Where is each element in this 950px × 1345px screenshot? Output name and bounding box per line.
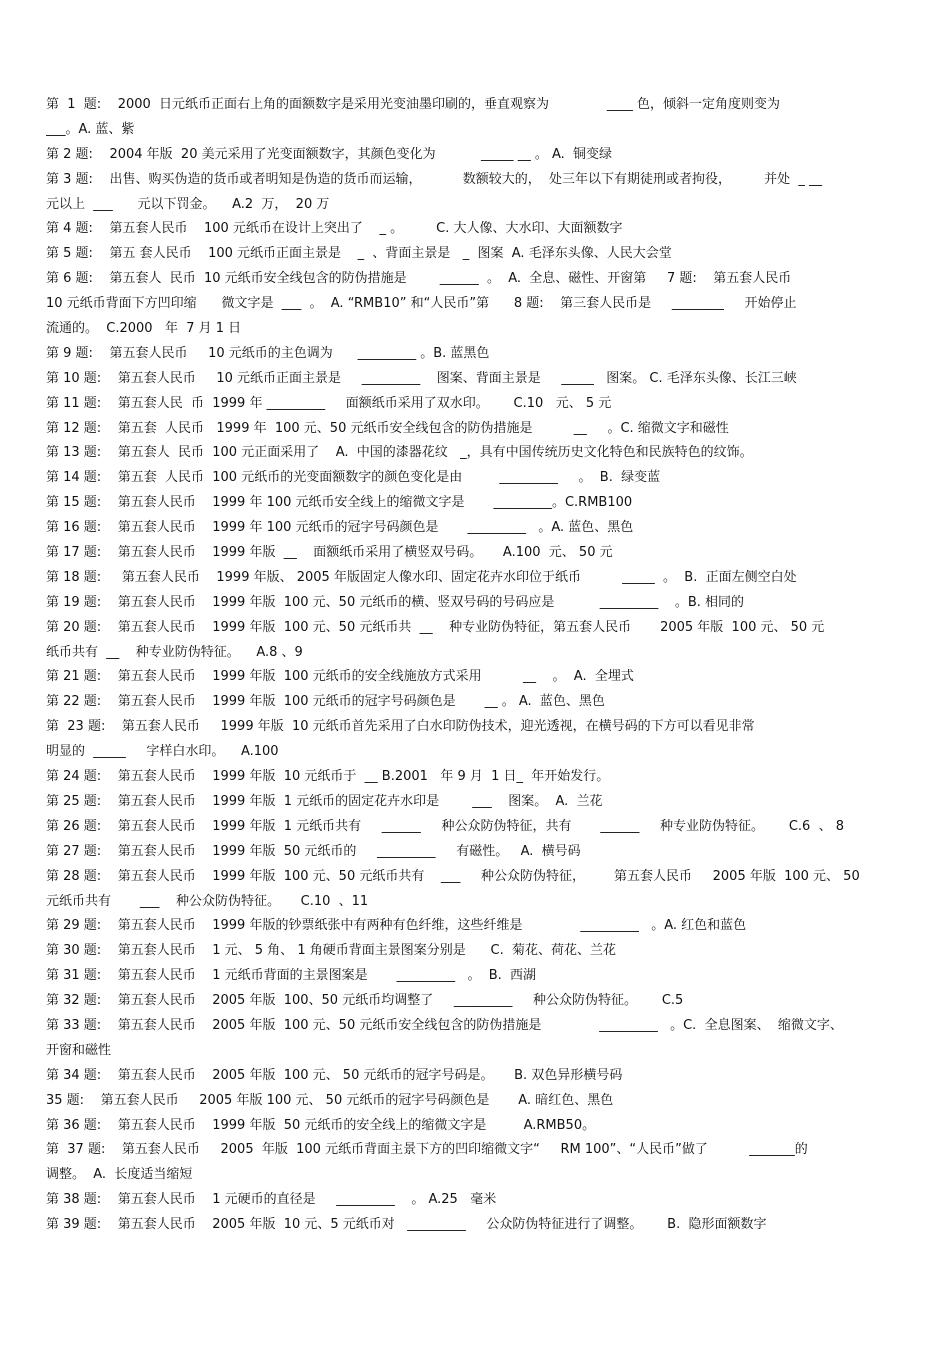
text-line: 纸币共有 __ 种专业防伪特征。 A.8 、9 [46,644,303,660]
text-line: 第 4 题: 第五套人民币 100 元纸币在设计上突出了 _ 。 C. 大人像、大水印、大面额数字 [46,221,623,237]
text-line: 10 元纸币背面下方凹印缩 微文字是 ___ 。 A. “RMB10” 和“人民币”第 8 题: 第三套人民币是 ________ 开始停止 [46,296,797,312]
text-line: 第 34 题: 第五套人民币 2005 年版 100 元、 50 元纸币的冠字号码是。 B. 双色异形横号码 [46,1067,623,1083]
text-line: 第 36 题: 第五套人民币 1999 年版 50 元纸币的安全线上的缩微文字是 A.RMB50。 [46,1117,596,1133]
text-line: 第 12 题: 第五套 人民币 1999 年 100 元、50 元纸币安全线包含的防伪措施是 __ 。C. 缩微文字和磁性 [46,420,729,436]
text-line: 第 14 题: 第五套 人民币 100 元纸币的光变面额数字的颜色变化是由 _________ 。 B. 绿变蓝 [46,470,661,486]
document-body [46,93,912,1238]
text-line: 第 2 题: 2004 年版 20 美元采用了光变面额数字，其颜色变化为 _____ __ 。 A. 铜变绿 [46,146,613,162]
text-line: 第 33 题: 第五套人民币 2005 年版 100 元、50 元纸币安全线包含的防伪措施是 _________ 。C. 全息图案、 缩微文字、 [46,1017,843,1033]
text-line: 第 25 题: 第五套人民币 1999 年版 1 元纸币的固定花卉水印是 ___ 图案。 A. 兰花 [46,793,603,809]
text-line: 第 11 题: 第五套人民 币 1999 年 _________ 面额纸币采用了双水印。 C.10 元、 5 元 [46,395,612,411]
text-line: 第 37 题: 第五套人民币 2005 年版 100 元纸币背面主景下方的凹印缩微文字“ RM 100”、“人民币”做了 _______的 [46,1142,808,1158]
text-line: 第 19 题: 第五套人民币 1999 年版 100 元、50 元纸币的横、竖双号码的号码应是 _________ 。B. 相同的 [46,594,745,610]
text-line: 元纸币共有 ___ 种公众防伪特征。 C.10 、11 [46,893,369,909]
text-line: 第 3 题: 出售、购买伪造的货币或者明知是伪造的货币而运输， 数额较大的， 处三年以下有期徒刑或者拘役， 并处 _ __ [46,171,822,187]
text-line: 第 21 题: 第五套人民币 1999 年版 100 元纸币的安全线施放方式采用 __ 。 A. 全埋式 [46,669,634,685]
text-line: 第 26 题: 第五套人民币 1999 年版 1 元纸币共有 ______ 种公众防伪特征，共有 ______ 种专业防伪特征。 C.6 、 8 [46,818,844,834]
text-line: ___。A. 蓝、紫 [46,121,135,137]
text-line: 第 1 题: 2000 日元纸币正面右上角的面额数字是采用光变油墨印刷的，垂直观察为 ____ 色，倾斜一定角度则变为 [46,97,781,112]
text-line: 第 17 题: 第五套人民币 1999 年版 __ 面额纸币采用了横竖双号码。 A.100 元、 50 元 [46,545,613,561]
text-line: 第 9 题: 第五套人民币 10 元纸币的主色调为 _________ 。B. 蓝黑色 [46,345,490,361]
text-line: 第 20 题: 第五套人民币 1999 年版 100 元、50 元纸币共 __ 种专业防伪特征，第五套人民币 2005 年版 100 元、 50 元 [46,619,825,635]
text-line: 第 32 题: 第五套人民币 2005 年版 100、50 元纸币均调整了 _________ 种公众防伪特征。 C.5 [46,993,684,1009]
text-line: 第 38 题: 第五套人民币 1 元硬币的直径是 _________ 。 A.25 毫米 [46,1192,497,1208]
text-line: 元以上 ___ 元以下罚金。 A.2 万， 20 万 [46,196,330,212]
text-line: 第 15 题: 第五套人民币 1999 年 100 元纸币安全线上的缩微文字是 _________。C.RMB100 [46,495,633,511]
text-line: 第 24 题: 第五套人民币 1999 年版 10 元纸币于 __ B.2001 年 9 月 1 日_ 年开始发行。 [46,769,610,785]
text-line: 第 18 题: 第五套人民币 1999 年版、 2005 年版固定人像水印、固定花卉水印位于纸币 _____ 。 B. 正面左侧空白处 [46,569,797,585]
text-line: 第 31 题: 第五套人民币 1 元纸币背面的主景图案是 _________ 。 B. 西湖 [46,968,537,984]
text-line: 第 16 题: 第五套人民币 1999 年 100 元纸币的冠字号码颜色是 _________ 。A. 蓝色、黑色 [46,520,634,536]
text-line: 第 6 题: 第五套人 民币 10 元纸币安全线包含的防伪措施是 ______ 。 A. 全息、磁性、开窗第 7 题: 第五套人民币 [46,271,792,287]
text-line: 第 10 题: 第五套人民币 10 元纸币正面主景是 _________ 图案、背面主景是 _____ 图案。 C. 毛泽东头像、长江三峡 [46,370,797,386]
text-line: 调整。 A. 长度适当缩短 [46,1167,193,1183]
text-line: 第 39 题: 第五套人民币 2005 年版 10 元、5 元纸币对 _________ 公众防伪特征进行了调整。 B. 隐形面额数字 [46,1217,767,1233]
text-line: 第 5 题: 第五 套人民币 100 元纸币正面主景是 _ 、背面主景是 _ 图案 A. 毛泽东头像、人民大会堂 [46,246,672,262]
text-line: 35 题: 第五套人民币 2005 年版 100 元、 50 元纸币的冠字号码颜色是 A. 暗红色、黑色 [46,1092,614,1108]
text-line: 第 13 题: 第五套人 民币 100 元正面采用了 A. 中国的漆器花纹 _，具有中国传统历史文化特色和民族特色的纹饰。 [46,445,753,461]
text-line: 第 29 题: 第五套人民币 1999 年版的钞票纸张中有两种有色纤维，这些纤维是 _________ 。A. 红色和蓝色 [46,918,747,934]
text-line: 明显的 _____ 字样白水印。 A.100 [46,744,279,760]
text-line: 第 30 题: 第五套人民币 1 元、 5 角、 1 角硬币背面主景图案分别是 C. 菊花、荷花、兰花 [46,943,616,959]
text-line: 第 27 题: 第五套人民币 1999 年版 50 元纸币的 _________ 有磁性。 A. 横号码 [46,843,581,859]
text-line: 流通的。 C.2000 年 7 月 1 日 [46,321,242,337]
text-line: 第 23 题: 第五套人民币 1999 年版 10 元纸币首先采用了白水印防伪技术，迎光透视，在横号码的下方可以看见非常 [46,719,755,735]
text-line: 开窗和磁性 [46,1042,112,1058]
text-line: 第 22 题: 第五套人民币 1999 年版 100 元纸币的冠字号码颜色是 __ 。 A. 蓝色、黑色 [46,694,605,710]
text-line: 第 28 题: 第五套人民币 1999 年版 100 元、50 元纸币共有 ___ 种公众防伪特征， 第五套人民币 2005 年版 100 元、 50 [46,868,860,884]
